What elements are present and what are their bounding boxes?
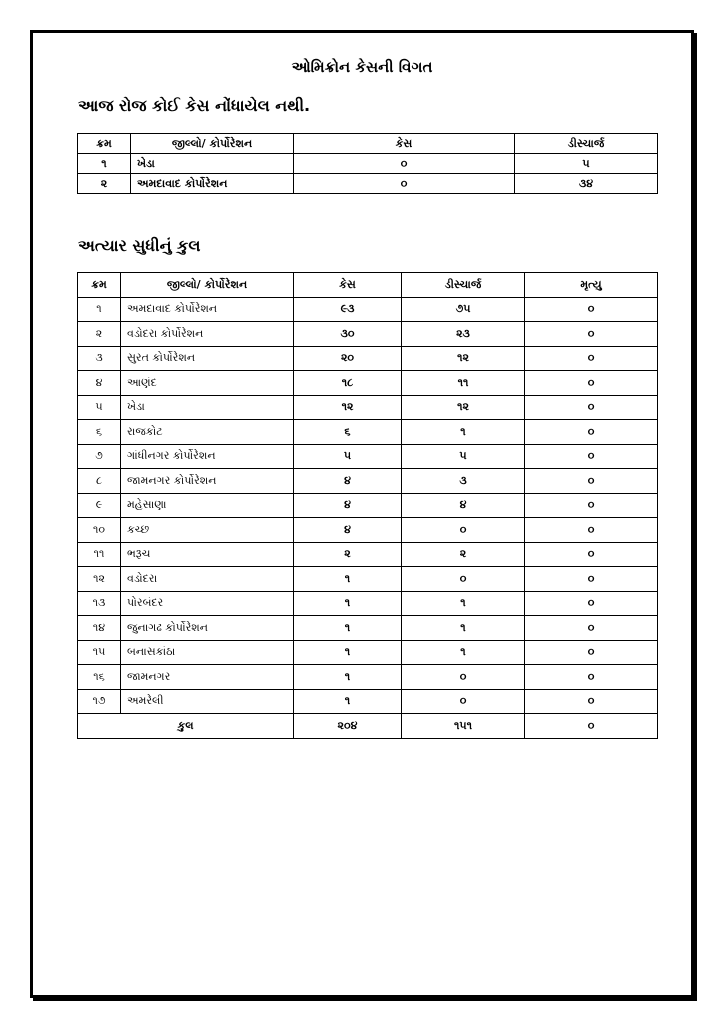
total-row [78,714,658,739]
cell-serial: ૧૧ [78,542,121,567]
cell-cases: ૧ [294,665,402,690]
cell-serial: ૨ [78,322,121,347]
table-row [78,542,658,567]
cell-discharge: ૨ [402,542,525,567]
cell-discharge: ૪ [402,493,525,518]
table-row [78,322,658,347]
cell-serial: ૬ [78,420,121,445]
cell-deaths: ૦ [525,322,658,347]
cell-serial: ૧૨ [78,567,121,592]
cell-district: વડોદરા [121,567,294,592]
cell-serial: ૧૫ [78,640,121,665]
cell-cases: ૪ [294,518,402,543]
table-row [78,420,658,445]
cumulative-table [77,272,658,739]
cell-serial: ૫ [78,395,121,420]
cell-deaths: ૦ [525,493,658,518]
table-row [78,567,658,592]
cell-district: અમદાવાદ કોર્પોરેશન [131,174,294,194]
cell-cases: ૨ [294,542,402,567]
cell-deaths: ૦ [525,640,658,665]
col-header-deaths: મૃત્યુ [525,273,658,298]
col-header-district: જીલ્લો/ કોર્પોરેશન [121,273,294,298]
cell-discharge: ૦ [402,665,525,690]
cell-deaths: ૦ [525,444,658,469]
table-row [78,665,658,690]
cell-deaths: ૦ [525,616,658,641]
cell-serial: ૭ [78,444,121,469]
table-row [78,346,658,371]
cell-discharge: ૧૨ [402,395,525,420]
cell-cases: ૦ [294,154,515,174]
cell-district: કચ્છ [121,518,294,543]
cell-district: પોરબંદર [121,591,294,616]
cell-serial: ૧ [78,154,131,174]
cell-district: આણંદ [121,371,294,396]
col-header-discharge: ડીસ્ચાર્જ [402,273,525,298]
cell-cases: ૧ [294,591,402,616]
cell-cases: ૪ [294,469,402,494]
cell-deaths: ૦ [525,469,658,494]
table-row [78,395,658,420]
cell-district: મહેસાણા [121,493,294,518]
cell-deaths: ૦ [525,518,658,543]
cell-district: જુનાગઢ કોર્પોરેશન [121,616,294,641]
cell-discharge: ૫ [515,154,658,174]
cell-serial: ૧૩ [78,591,121,616]
cell-discharge: ૧૨ [402,346,525,371]
today-table [77,133,658,194]
col-header-discharge: ડીસ્ચાર્જ [515,134,658,154]
cell-district: બનાસકાંઠા [121,640,294,665]
table-row [78,591,658,616]
table-row [78,640,658,665]
cell-district: જામનગર [121,665,294,690]
cell-cases: ૪ [294,493,402,518]
cell-discharge: ૦ [402,689,525,714]
total-cases: ૨૦૪ [294,714,402,739]
cell-serial: ૨ [78,174,131,194]
cell-district: ગાંધીનગર કોર્પોરેશન [121,444,294,469]
cell-discharge: ૧ [402,616,525,641]
col-header-cases: કેસ [294,273,402,298]
table-header-row [78,273,658,298]
cell-district: વડોદરા કોર્પોરેશન [121,322,294,347]
cell-discharge: ૧ [402,640,525,665]
cell-cases: ૧ [294,567,402,592]
table-row [78,371,658,396]
cell-discharge: ૫ [402,444,525,469]
today-note: આજ રોજ કોઈ કેસ નોંધાયેલ નથી. [78,96,311,115]
cell-serial: ૧૭ [78,689,121,714]
page-title: ઓમિક્રોન કેસની વિગત [291,58,433,76]
cell-discharge: ૦ [402,567,525,592]
cell-deaths: ૦ [525,567,658,592]
cell-deaths: ૦ [525,395,658,420]
cell-serial: ૮ [78,469,121,494]
col-header-district: જીલ્લો/ કોર્પોરેશન [131,134,294,154]
cell-discharge: ૭૫ [402,297,525,322]
cell-serial: ૧૪ [78,616,121,641]
cell-cases: ૯૩ [294,297,402,322]
table-row [78,174,658,194]
col-header-cases: કેસ [294,134,515,154]
cell-discharge: ૩૪ [515,174,658,194]
cell-discharge: ૩ [402,469,525,494]
cell-deaths: ૦ [525,420,658,445]
cell-district: અમરેલી [121,689,294,714]
table-header-row [78,134,658,154]
cell-discharge: ૨૩ [402,322,525,347]
cell-serial: ૧૦ [78,518,121,543]
cell-district: ભરૂચ [121,542,294,567]
cell-deaths: ૦ [525,689,658,714]
cell-district: ખેડા [121,395,294,420]
table-row [78,616,658,641]
cell-district: સુરત કોર્પોરેશન [121,346,294,371]
cell-cases: ૦ [294,174,515,194]
col-header-serial: ક્રમ [78,273,121,298]
cell-district: જામનગર કોર્પોરેશન [121,469,294,494]
table-row [78,518,658,543]
cell-cases: ૩૦ [294,322,402,347]
table-row [78,154,658,174]
cell-deaths: ૦ [525,665,658,690]
cumulative-heading: અત્યાર સુધીનું કુલ [78,236,201,255]
cell-discharge: ૧ [402,591,525,616]
table-row [78,469,658,494]
cell-discharge: ૧ [402,420,525,445]
cell-district: રાજકોટ [121,420,294,445]
table-row [78,493,658,518]
cell-cases: ૧ [294,689,402,714]
cell-serial: ૧૬ [78,665,121,690]
total-discharge: ૧૫૧ [402,714,525,739]
cell-cases: ૧ [294,616,402,641]
total-deaths: ૦ [525,714,658,739]
cell-discharge: ૦ [402,518,525,543]
cell-deaths: ૦ [525,346,658,371]
cell-serial: ૯ [78,493,121,518]
cumulative-table-body [78,297,658,714]
table-row [78,297,658,322]
cell-cases: ૬ [294,420,402,445]
cell-deaths: ૦ [525,591,658,616]
col-header-serial: ક્રમ [78,134,131,154]
cell-discharge: ૧૧ [402,371,525,396]
cell-deaths: ૦ [525,542,658,567]
cell-cases: ૧૮ [294,371,402,396]
table-row [78,444,658,469]
cell-serial: ૪ [78,371,121,396]
table-row [78,689,658,714]
cell-cases: ૨૦ [294,346,402,371]
cell-serial: ૩ [78,346,121,371]
cell-district: અમદાવાદ કોર્પોરેશન [121,297,294,322]
cell-cases: ૫ [294,444,402,469]
total-label: કુલ [78,714,294,739]
cell-cases: ૧ [294,640,402,665]
cell-deaths: ૦ [525,371,658,396]
cell-district: ખેડા [131,154,294,174]
cell-cases: ૧૨ [294,395,402,420]
cell-deaths: ૦ [525,297,658,322]
cell-serial: ૧ [78,297,121,322]
